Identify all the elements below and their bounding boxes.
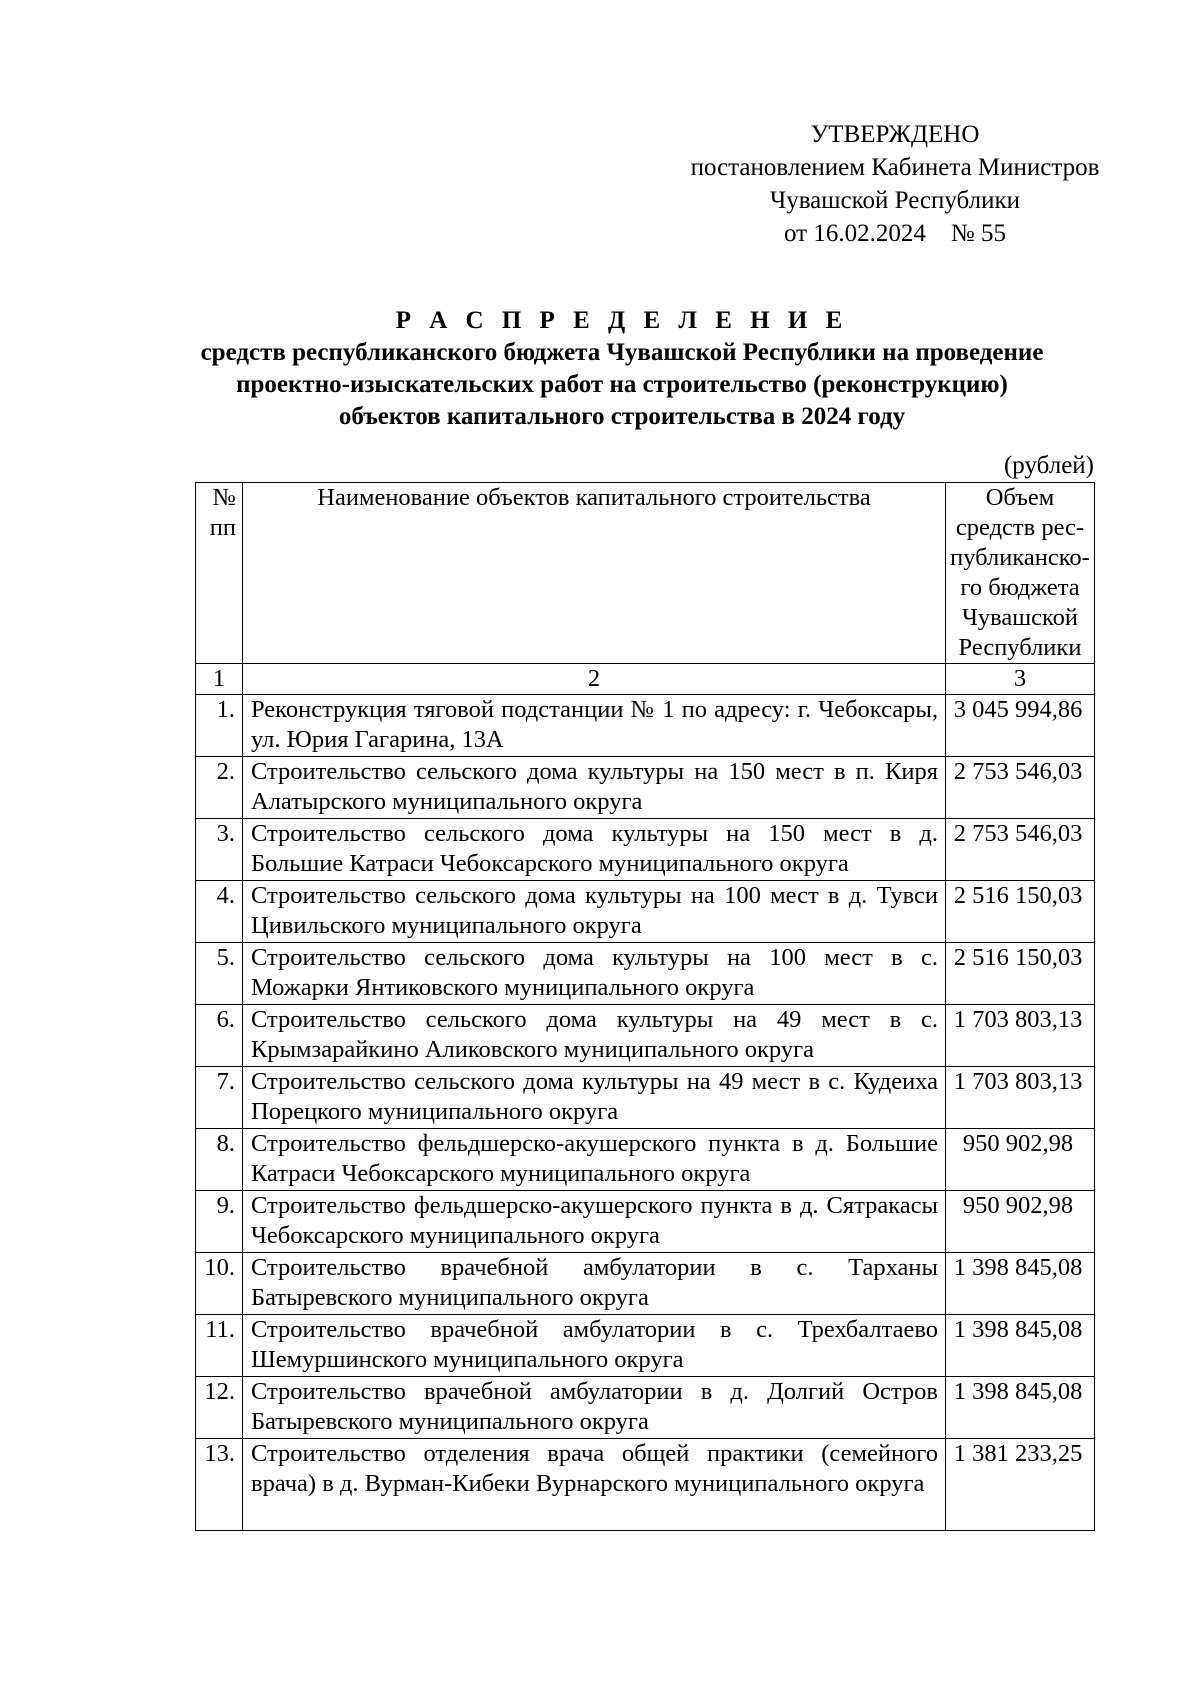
approval-label: УТВЕРЖДЕНО	[810, 121, 980, 148]
row-amount: 1 398 845,08	[946, 1377, 1095, 1439]
row-object-name: Строительство сельского дома культуры на 100 мест в с. Можарки Янтиковского муниципального округа	[243, 943, 946, 1005]
row-amount: 1 381 233,25	[946, 1439, 1095, 1531]
row-object-name: Строительство врачебной амбулатории в с. Тарханы Батыревского муниципального округа	[243, 1253, 946, 1315]
approval-republic: Чувашской Республики	[769, 187, 1021, 214]
row-object-name: Строительство сельского дома культуры на 150 мест в д. Большие Катраси Чебоксарского муниципального округа	[243, 819, 946, 881]
approval-stamp	[660, 118, 1130, 250]
approval-issuer: постановлением Кабинета Министров	[690, 154, 1100, 181]
row-number: 1.	[196, 695, 243, 757]
row-amount: 1 703 803,13	[946, 1005, 1095, 1067]
table-row	[196, 695, 1095, 757]
row-amount: 3 045 994,86	[946, 695, 1095, 757]
title-line-2: проектно-изыскательских работ на строительство (реконструкцию)	[236, 371, 1008, 398]
row-number: 9.	[196, 1191, 243, 1253]
row-object-name: Строительство фельдшерско-акушерского пункта в д. Сятракасы Чебоксарского муниципального округа	[243, 1191, 946, 1253]
table-row	[196, 819, 1095, 881]
table-row	[196, 1067, 1095, 1129]
title-line-1: средств республиканского бюджета Чувашской Республики на проведение	[200, 339, 1044, 366]
table-row	[196, 757, 1095, 819]
table-row	[196, 1191, 1095, 1253]
row-number: 7.	[196, 1067, 243, 1129]
table-row	[196, 1253, 1095, 1315]
table-row	[196, 943, 1095, 1005]
table-row	[196, 881, 1095, 943]
row-number: 10.	[196, 1253, 243, 1315]
row-amount: 2 516 150,03	[946, 943, 1095, 1005]
table-row	[196, 1005, 1095, 1067]
header-volume: Объем средств рес-публиканско-го бюджета Чувашской Республики	[946, 483, 1095, 664]
row-object-name: Строительство сельского дома культуры на 150 мест в п. Киря Алатырского муниципального округа	[243, 757, 946, 819]
approval-date-number: от 16.02.2024 № 55	[784, 220, 1006, 247]
column-index: 2	[243, 664, 946, 695]
row-number: 6.	[196, 1005, 243, 1067]
title-heading: Р А С П Р Е Д Е Л Е Н И Е	[395, 307, 849, 334]
table-header-row	[196, 483, 1095, 664]
document-title	[190, 305, 1054, 433]
row-amount: 950 902,98	[946, 1129, 1095, 1191]
units-label: (рублей)	[1003, 452, 1094, 479]
row-object-name: Строительство сельского дома культуры на 100 мест в д. Тувси Цивильского муниципального округа	[243, 881, 946, 943]
row-object-name: Строительство врачебной амбулатории в д. Долгий Остров Батыревского муниципального округа	[243, 1377, 946, 1439]
table-row	[196, 1377, 1095, 1439]
row-amount: 2 753 546,03	[946, 757, 1095, 819]
row-number: 3.	[196, 819, 243, 881]
table-row	[196, 1439, 1095, 1531]
row-amount: 950 902,98	[946, 1191, 1095, 1253]
row-object-name: Строительство врачебной амбулатории в с. Трехбалтаево Шемуршинского муниципального округа	[243, 1315, 946, 1377]
row-amount: 1 398 845,08	[946, 1253, 1095, 1315]
row-object-name: Строительство сельского дома культуры на 49 мест в с. Крымзарайкино Аликовского муниципального округа	[243, 1005, 946, 1067]
column-index-row	[196, 664, 1095, 695]
row-object-name: Строительство фельдшерско-акушерского пункта в д. Большие Катраси Чебоксарского муниципального округа	[243, 1129, 946, 1191]
row-object-name: Строительство сельского дома культуры на 49 мест в с. Кудеиха Порецкого муниципального округа	[243, 1067, 946, 1129]
row-object-name: Реконструкция тяговой подстанции № 1 по адресу: г. Чебоксары, ул. Юрия Гагарина, 13А	[243, 695, 946, 757]
row-amount: 2 516 150,03	[946, 881, 1095, 943]
distribution-table	[195, 482, 1095, 1531]
header-number: № пп	[196, 483, 243, 664]
column-index: 3	[946, 664, 1095, 695]
row-amount: 2 753 546,03	[946, 819, 1095, 881]
row-number: 11.	[196, 1315, 243, 1377]
row-amount: 1 398 845,08	[946, 1315, 1095, 1377]
row-number: 5.	[196, 943, 243, 1005]
header-object-name: Наименование объектов капитального строительства	[243, 483, 946, 664]
row-number: 2.	[196, 757, 243, 819]
table-row	[196, 1129, 1095, 1191]
table-row	[196, 1315, 1095, 1377]
row-object-name: Строительство отделения врача общей практики (семейного врача) в д. Вурман-Кибеки Вурнарского муниципального округа	[243, 1439, 946, 1531]
title-line-3: объектов капитального строительства в 2024 году	[338, 403, 906, 430]
row-number: 13.	[196, 1439, 243, 1531]
column-index: 1	[196, 664, 243, 695]
row-number: 12.	[196, 1377, 243, 1439]
row-number: 4.	[196, 881, 243, 943]
row-amount: 1 703 803,13	[946, 1067, 1095, 1129]
row-number: 8.	[196, 1129, 243, 1191]
